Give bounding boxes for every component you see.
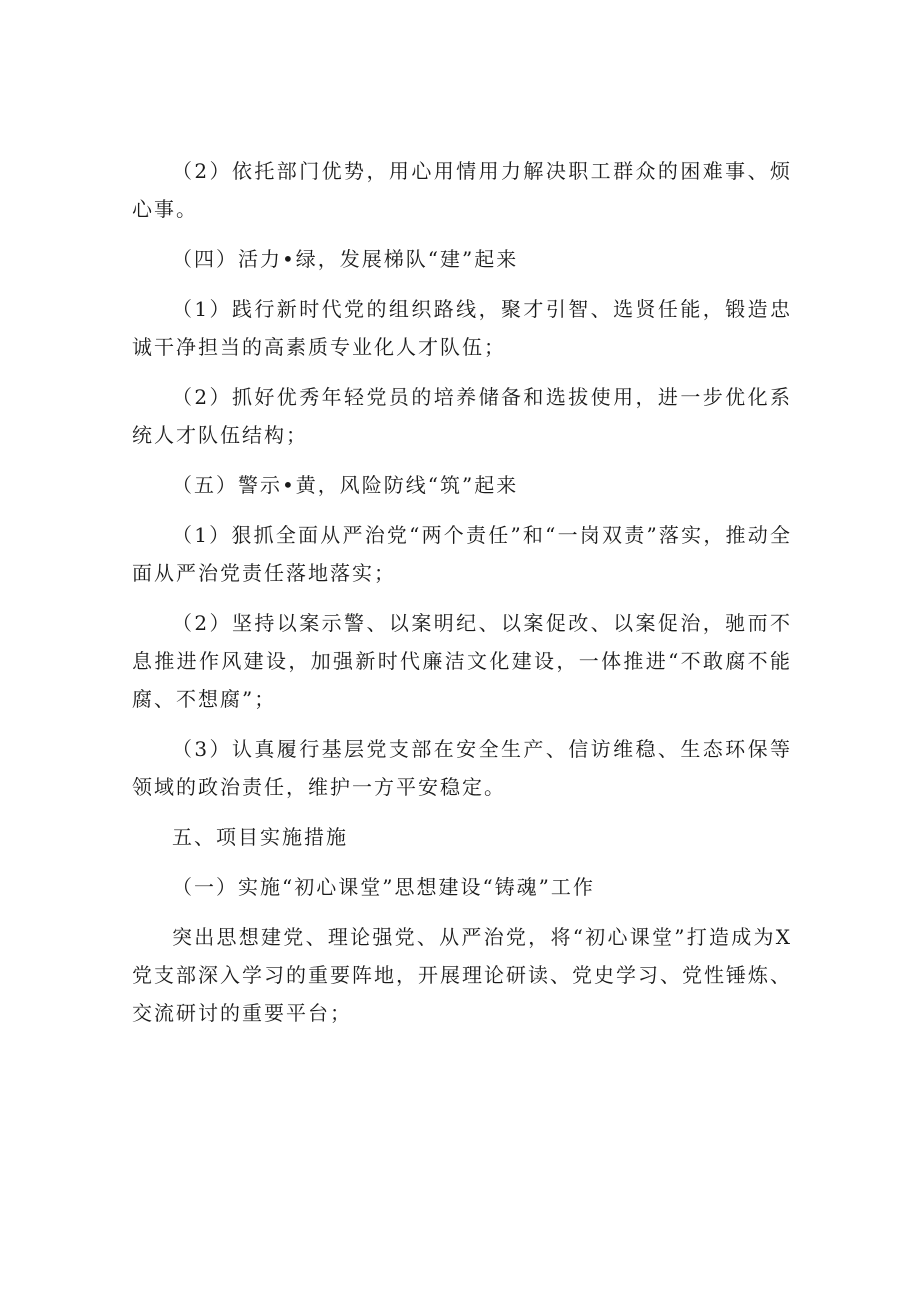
section-heading-vitality-green: （四）活力•绿，发展梯队“建”起来 <box>172 247 519 271</box>
paragraph-classroom-platform: 突出思想建党、理论强党、从严治党，将“初心课堂”打造成为X党支部深入学习的重要阵地，开展理论研读、党史学习、党性锤炼、交流研讨的重要平台； <box>132 925 792 1025</box>
section-heading-initial-heart-classroom: （一）实施“初心课堂”思想建设“铸魂”工作 <box>172 875 595 899</box>
paragraph-item-2-solve-difficulties: （2）依托部门优势，用心用情用力解决职工群众的困难事、烦心事。 <box>132 159 792 221</box>
document-body <box>132 152 792 1044</box>
paragraph-item-1-two-responsibilities: （1）狠抓全面从严治党“两个责任”和“一岗双责”落实，推动全面从严治党责任落地落实； <box>132 523 792 585</box>
section-heading-warning-yellow: （五）警示•黄，风险防线“筑”起来 <box>172 473 519 497</box>
paragraph-item-3-political-responsibility: （3）认真履行基层党支部在安全生产、信访维稳、生态环保等领域的政治责任，维护一方平安稳定。 <box>132 737 792 799</box>
paragraph-item-1-organization-line: （1）践行新时代党的组织路线，聚才引智、选贤任能，锻造忠诚干净担当的高素质专业化人才队伍； <box>132 297 792 359</box>
paragraph-item-2-case-warnings: （2）坚持以案示警、以案明纪、以案促改、以案促治，驰而不息推进作风建设，加强新时代廉洁文化建设，一体推进“不敢腐不能腐、不想腐”； <box>132 611 792 711</box>
paragraph-item-2-young-members: （2）抓好优秀年轻党员的培养储备和选拔使用，进一步优化系统人才队伍结构； <box>132 385 792 447</box>
chapter-heading-implementation-measures: 五、项目实施措施 <box>172 825 348 849</box>
